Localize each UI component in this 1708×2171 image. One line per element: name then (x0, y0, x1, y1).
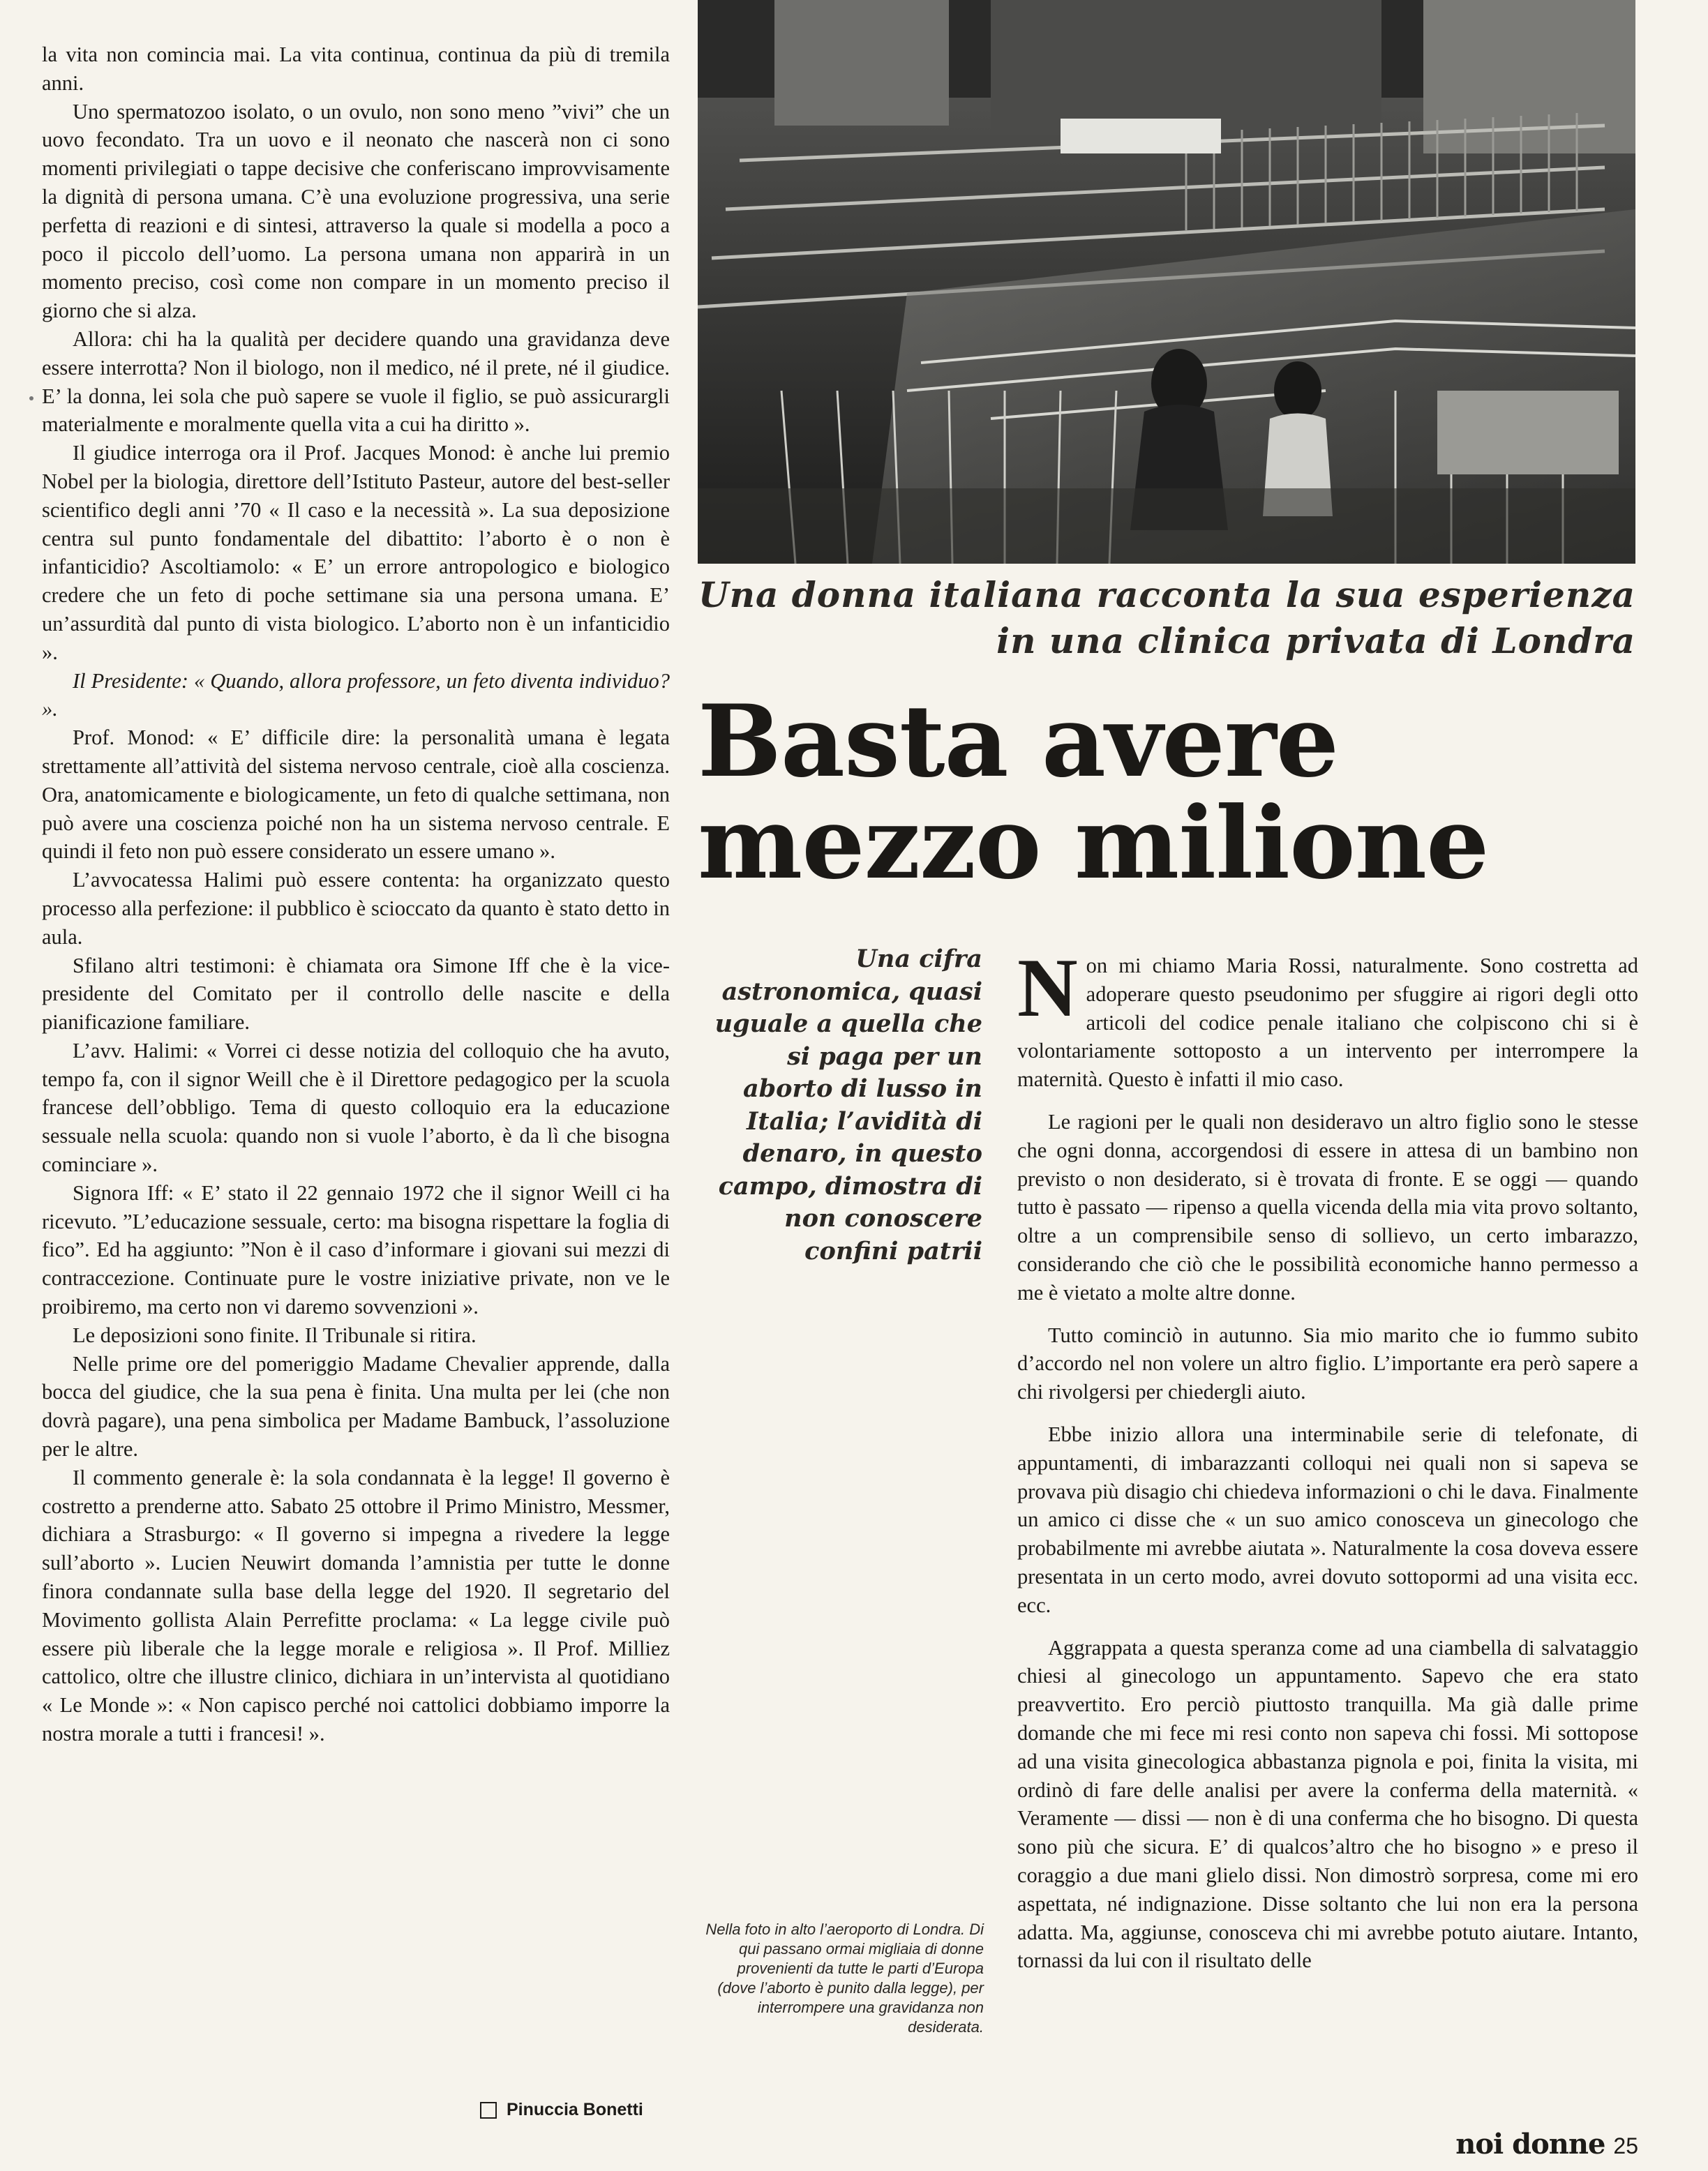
headline (698, 684, 1635, 901)
paragraph: Prof. Monod: « E’ difficile dire: la personalità umana è legata strettamente all’attività del sistema nervoso centrale, cioè alla coscienza. Ora, anatomicamente e biologicamente, un feto di qualche settimana, non può avere una coscienza poiché non ha un sistema nervoso centrale. E quindi il feto non può essere considerato un essere umano ». (42, 726, 670, 864)
paragraph: Le deposizioni sono finite. Il Tribunale si ritira. (73, 1323, 477, 1347)
paragraph: Non mi chiamo Maria Rossi, naturalmente. Sono costretta ad adoperare questo pseudonimo per sfuggire ai rigori degli otto articoli del codice penale italiano che colpiscono chi si è volontariamente sottoposto a un intervento per interrompere la maternità. Questo è infatti il mio caso. (1017, 941, 1638, 1092)
page-number: 25 (1613, 2133, 1638, 2158)
paragraph: Il commento generale è: la sola condannata è la legge! Il governo è costretto a prenderne atto. Sabato 25 ottobre il Primo Ministro, Messmer, dichiara a Strasburgo: « Il governo si impegna a rivedere la legge sull’aborto ». Lucien Neuwirt domanda l’amnistia per tutte le donne finora condannate sulla base della legge del 1920. Il segretario del Movimento gollista Alain Perrefitte proclama: « La legge civile può essere più liberale che la legge morale e religiosa ». Il Prof. Milliez cattolico, oltre che illustre clinico, dichiara in un’intervista al quotidiano « Le Monde »: « Non capisco perché noi cattolici dobbiamo imporre la nostra morale a tutti i francesi! ». (42, 1465, 670, 1746)
paragraph: Tutto cominciò in autunno. Sia mio marito che io fummo subito d’accordo nel non volere un altro figlio. L’importante era però sapere a chi rivolgersi per chiedergli aiuto. (1017, 1323, 1638, 1404)
paragraph: Signora Iff: « E’ stato il 22 gennaio 1972 che il signor Weill ci ha ricevuto. ”L’educazione sessuale, certo: ma bisogna rispettare la foglia di fico”. Ed ha aggiunto: ”Non è il caso d’informare i giovani sui mezzi di contraccezione. Continuate pure le vostre iniziative private, non ve le proibiremo, ma certo non vi daremo sovvenzioni ». (42, 1180, 670, 1319)
print-speck (29, 396, 33, 400)
paragraph: Uno spermatozoo isolato, o un ovulo, non sono meno ”vivi” che un uovo fecondato. Tra un uovo e il neonato che nascerà non ci sono momenti privilegiati o tappe decisive che conferiscano improvvisamente la dignità di persona umana. C’è una evoluzione progressiva, una serie perfetta di reazioni e di sintesi, attraverso la quale si modella a poco a poco il piccolo dell’uomo. La persona umana non apparirà in un momento preciso, così come non compare in un momento preciso il giorno che si alza. (42, 99, 670, 323)
paragraph: la vita non comincia mai. La vita continua, continua da più di tremila anni. (42, 43, 670, 95)
airport-photo (698, 0, 1635, 564)
right-column (1017, 941, 1638, 1975)
paragraph: Il giudice interroga ora il Prof. Jacques Monod: è anche lui premio Nobel per la biologia, direttore dell’Istituto Pasteur, autore del best-seller scientifico degli anni ’70 « Il caso e la necessità ». La sua deposizione centra sul punto fondamentale del dibattito: l’aborto è o non è infanticidio? Ascoltiamolo: « E’ un errore antropologico e biologico credere che un feto di poche settimane sia una persona umana. E’ un’assurdità dal punto di vista biologico. L’aborto non è un infanticidio ». (42, 441, 670, 664)
magazine-name: noi donne (1455, 2128, 1605, 2161)
paragraph: Aggrappata a questa speranza come ad una ciambella di salvataggio chiesi al ginecologo un appuntamento. Sapevo che era stato preavvertito. Ero perciò piuttosto tranquilla. Ma già dalle prime domande che mi fece mi resi conto non sapeva chi fossi. Mi sottopose ad una visita ginecologica abbastanza pignola e poi, finita la visita, mi ordinò di fare delle analisi per avere la conferma della maternità. « Veramente — dissi — non è di una conferma che ho bisogno. Di questa sono più che sicura. E’ di qualcos’altro che ho bisogno » e preso il coraggio a due mani glielo dissi. Non dimostrò sorpresa, come mi ero aspettata, né indignazione. Disse soltanto che lui non era la persona adatta. Ma, aggiunse, conosceva chi mi avrebbe potuto aiutare. Intanto, tornassi da lui con il risultato delle (1017, 1635, 1638, 1973)
paragraph: Nelle prime ore del pomeriggio Madame Chevalier apprende, dalla bocca del giudice, che la sua pena è finita. Una multa per lei (che non dovrà pagare), una pena simbolica per Madame Bambuck, l’assoluzione per le altre. (42, 1351, 670, 1462)
paragraph: L’avvocatessa Halimi può essere contenta: ha organizzato questo processo alla perfezione: il pubblico è scioccato da quanto è stato detto in aula. (42, 868, 670, 949)
kicker-line: in una clinica privata di Londra (996, 620, 1635, 661)
byline (480, 2100, 643, 2120)
paragraph: L’avv. Halimi: « Vorrei ci desse notizia del colloquio che ha avuto, tempo fa, con il signor Weill che è il Direttore pedagogico per la scuola francese dell’obbligo. Tema di questo colloquio era la educazione sessuale nella scuola: quando non si vuole l’aborto, è da lì che bisogna cominciare ». (42, 1038, 670, 1177)
paragraph: Allora: chi ha la qualità per decidere quando una gravidanza deve essere interrotta? Non il biologo, non il medico, né il prete, né il giudice. E’ la donna, lei sola che può sapere se vuole il figlio, se può assicurargli materialmente e moralmente quella vita a cui ha diritto ». (42, 326, 670, 437)
paragraph: Le ragioni per le quali non desideravo un altro figlio sono le stesse che ogni donna, accorgendosi di essere in attesa di un bambino non previsto o non desiderato, si è trovata di fronte. E se oggi — quando tutto è passato — ripenso a quella vicenda della mia vita provo soltanto, oltre a un comprensibile senso di sollievo, un certo imbarazzo, considerando che ciò che le possibilità economiche hanno permesso a me è vietato a molte altre donne. (1017, 1109, 1638, 1305)
byline-name: Pinuccia Bonetti (507, 2100, 643, 2119)
paragraph: Sfilano altri testimoni: è chiamata ora Simone Iff che è la vice-presidente del Comitato per il controllo delle nascite e della pianificazione familiare. (42, 953, 670, 1035)
headline-line: mezzo milione (698, 786, 1489, 901)
kicker (698, 572, 1635, 664)
standfirst: Una cifra astronomica, quasi uguale a quella che si paga per un aborto di lusso in Italia; l’avidità di denaro, in questo campo, dimostra di non conoscere confini patrii (714, 945, 982, 1265)
paragraph: Ebbe inizio allora una interminabile serie di telefonate, di appuntamenti, di imbarazzanti colloqui nei quali non si sapeva se provava più disagio chi chiedeva informazioni o chi le dava. Finalmente un amico ci disse che « un suo amico conosceva un ginecologo che probabilmente mi avrebbe aiutata ». Naturalmente la cosa doveva essere presentata in un certo modo, avrei dovuto sottopormi ad una visita ecc. ecc. (1017, 1422, 1638, 1617)
checkbox-square-icon (480, 2102, 497, 2119)
paragraph: Il Presidente: « Quando, allora professore, un feto diventa individuo? ». (42, 668, 670, 721)
left-column (42, 40, 670, 1748)
photo-caption: Nella foto in alto l’aeroporto di Londra. Di qui passano ormai migliaia di donne provenienti da tutte le parti d’Europa (dove l’aborto è punito dalla legge), per interrompere una gravidanza non desiderata. (705, 1921, 984, 2036)
airport-photo-icon (698, 0, 1635, 564)
headline-line: Basta avere (698, 684, 1339, 799)
kicker-line: Una donna italiana racconta la sua esperienza (698, 574, 1635, 615)
page-footer (1455, 2128, 1638, 2161)
